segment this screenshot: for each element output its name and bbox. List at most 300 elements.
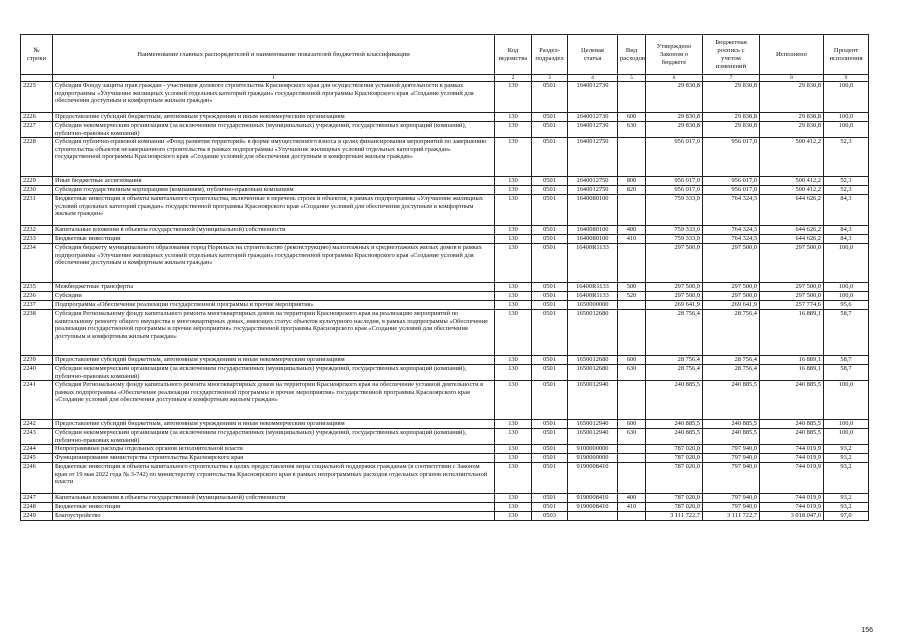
row-percent: 52,3: [824, 186, 869, 195]
row-department-code: 130: [495, 244, 532, 283]
budget-table: [20, 34, 869, 521]
row-expense-type: 600: [618, 356, 646, 365]
row-percent: 100,0: [824, 420, 869, 429]
row-number: 2247: [21, 494, 53, 503]
row-target-article: 1640012730: [568, 113, 618, 122]
table-row: [21, 244, 869, 283]
row-executed-amount: 3 018 047,0: [760, 512, 824, 521]
row-target-article: 1640080100: [568, 226, 618, 235]
table-body: [21, 82, 869, 521]
row-executed-amount: 644 626,2: [760, 195, 824, 226]
row-target-article: 1650012680: [568, 356, 618, 365]
row-section: 0501: [532, 365, 568, 381]
row-section: 0501: [532, 82, 568, 113]
row-percent: 52,3: [824, 138, 869, 177]
row-number: 2236: [21, 292, 53, 301]
row-expense-type: 630: [618, 122, 646, 138]
row-department-code: 130: [495, 454, 532, 463]
row-number: 2232: [21, 226, 53, 235]
header-name: Наименование главных распорядителей и наименование показателей бюджетной классификации: [53, 35, 495, 75]
row-name: Бюджетные инвестиции в объекты капитального строительства в целях предоставления меры социальной поддержки гражданам (в соответствии с Законом края от 19 мая 2022 года № 3-742) по министерству строительства Красноярского края в рамках непрограммных расходов отдельных органов исполнительной власти: [53, 463, 495, 494]
row-percent: 93,2: [824, 494, 869, 503]
row-section: 0501: [532, 226, 568, 235]
column-number: 1: [53, 75, 495, 82]
row-target-article: 1640080100: [568, 195, 618, 226]
row-schedule-amount: 28 756,4: [703, 310, 760, 356]
row-schedule-amount: 797 940,0: [703, 463, 760, 494]
row-percent: 84,3: [824, 226, 869, 235]
row-name: Субсидия бюджету муниципального образования город Норильск на строительство (реконструкцию) малоэтажных и среднеэтажных жилых домов в рамках подпрограммы «Улучшение жилищных условий отдельных категорий граждан» государственной программы Красноярского края «Создание условий для обеспечения доступным и комфортным жильем граждан»: [53, 244, 495, 283]
table-row: [21, 301, 869, 310]
row-expense-type: [618, 310, 646, 356]
row-target-article: 9100000000: [568, 445, 618, 454]
row-approved-amount: 240 885,5: [646, 420, 703, 429]
row-number: 2238: [21, 310, 53, 356]
row-executed-amount: 297 500,0: [760, 283, 824, 292]
row-number: 2245: [21, 454, 53, 463]
table-row: [21, 82, 869, 113]
row-executed-amount: 500 412,2: [760, 186, 824, 195]
row-percent: 100,0: [824, 292, 869, 301]
column-number: 4: [568, 75, 618, 82]
row-name: Непрограммные расходы отдельных органов исполнительной власти: [53, 445, 495, 454]
row-percent: 58,7: [824, 365, 869, 381]
row-schedule-amount: 764 324,3: [703, 195, 760, 226]
row-number: 2240: [21, 365, 53, 381]
row-percent: 93,2: [824, 454, 869, 463]
column-number: 7: [703, 75, 760, 82]
row-target-article: 9190000000: [568, 454, 618, 463]
row-percent: 100,0: [824, 283, 869, 292]
row-section: 0501: [532, 420, 568, 429]
row-name: Подпрограмма «Обеспечение реализации государственной программы и прочие мероприятия»: [53, 301, 495, 310]
row-number: 2246: [21, 463, 53, 494]
row-department-code: 130: [495, 503, 532, 512]
row-target-article: 1640080100: [568, 235, 618, 244]
row-section: 0501: [532, 356, 568, 365]
row-schedule-amount: 297 500,0: [703, 292, 760, 301]
row-department-code: 130: [495, 226, 532, 235]
table-row: [21, 445, 869, 454]
row-schedule-amount: 297 500,0: [703, 283, 760, 292]
row-executed-amount: 744 019,9: [760, 494, 824, 503]
row-approved-amount: 956 017,0: [646, 138, 703, 177]
row-percent: 100,0: [824, 381, 869, 420]
row-schedule-amount: 797 940,0: [703, 503, 760, 512]
row-percent: 100,0: [824, 122, 869, 138]
row-section: 0501: [532, 503, 568, 512]
row-target-article: 1640012730: [568, 82, 618, 113]
row-expense-type: [618, 301, 646, 310]
row-schedule-amount: 29 830,8: [703, 82, 760, 113]
row-target-article: 9190008410: [568, 503, 618, 512]
table-row: [21, 365, 869, 381]
row-target-article: 1650012940: [568, 429, 618, 445]
header-executed: Исполнено: [760, 35, 824, 75]
row-department-code: 130: [495, 177, 532, 186]
row-section: 0501: [532, 429, 568, 445]
row-target-article: 1650012680: [568, 365, 618, 381]
row-expense-type: [618, 381, 646, 420]
table-row: [21, 463, 869, 494]
row-schedule-amount: 956 017,0: [703, 138, 760, 177]
row-name: Предоставление субсидий бюджетным, автономным учреждениям и иным некоммерческим организациям: [53, 113, 495, 122]
row-percent: 97,0: [824, 512, 869, 521]
row-number: 2235: [21, 283, 53, 292]
row-department-code: 130: [495, 356, 532, 365]
row-schedule-amount: 29 830,8: [703, 113, 760, 122]
row-number: 2234: [21, 244, 53, 283]
row-name: Предоставление субсидий бюджетным, автономным учреждениям и иным некоммерческим организациям: [53, 420, 495, 429]
row-executed-amount: 744 019,9: [760, 463, 824, 494]
row-expense-type: 400: [618, 226, 646, 235]
row-approved-amount: 787 020,0: [646, 454, 703, 463]
row-section: 0501: [532, 494, 568, 503]
row-percent: 100,0: [824, 244, 869, 283]
row-expense-type: 600: [618, 420, 646, 429]
column-number: 3: [532, 75, 568, 82]
row-percent: 100,0: [824, 113, 869, 122]
row-department-code: 130: [495, 301, 532, 310]
row-approved-amount: 956 017,0: [646, 177, 703, 186]
row-section: 0501: [532, 381, 568, 420]
header-approved: Утверждено Законом о бюджете: [646, 35, 703, 75]
table-row: [21, 512, 869, 521]
row-number: 2243: [21, 429, 53, 445]
row-executed-amount: 29 830,8: [760, 82, 824, 113]
row-section: 0501: [532, 445, 568, 454]
table-row: [21, 283, 869, 292]
row-number: 2242: [21, 420, 53, 429]
row-department-code: 130: [495, 113, 532, 122]
row-expense-type: [618, 445, 646, 454]
row-department-code: 130: [495, 283, 532, 292]
row-executed-amount: 644 626,2: [760, 226, 824, 235]
row-number: 2249: [21, 512, 53, 521]
row-schedule-amount: 764 324,3: [703, 235, 760, 244]
row-approved-amount: 29 830,8: [646, 113, 703, 122]
row-department-code: 130: [495, 122, 532, 138]
row-percent: 95,6: [824, 301, 869, 310]
table-row: [21, 356, 869, 365]
row-number: 2226: [21, 113, 53, 122]
row-executed-amount: 744 019,9: [760, 454, 824, 463]
row-department-code: 130: [495, 365, 532, 381]
row-department-code: 130: [495, 445, 532, 454]
row-section: 0501: [532, 235, 568, 244]
row-expense-type: 410: [618, 503, 646, 512]
row-approved-amount: 787 020,0: [646, 463, 703, 494]
column-number: 2: [495, 75, 532, 82]
row-department-code: 130: [495, 420, 532, 429]
row-approved-amount: 240 885,5: [646, 429, 703, 445]
row-section: 0501: [532, 195, 568, 226]
row-name: Бюджетные инвестиции: [53, 503, 495, 512]
row-name: Функционирование министерства строительства Красноярского края: [53, 454, 495, 463]
row-department-code: 130: [495, 463, 532, 494]
header-type: Вид расходов: [618, 35, 646, 75]
row-section: 0501: [532, 454, 568, 463]
row-department-code: 130: [495, 235, 532, 244]
row-department-code: 130: [495, 292, 532, 301]
table-row: [21, 454, 869, 463]
row-expense-type: [618, 454, 646, 463]
row-target-article: 1640012750: [568, 138, 618, 177]
column-number-row: [21, 75, 869, 82]
table-row: [21, 420, 869, 429]
row-percent: 100,0: [824, 429, 869, 445]
row-executed-amount: 16 889,1: [760, 356, 824, 365]
row-name: Субсидии некоммерческим организациям (за исключением государственных (муниципальных) учреждений, государственных корпораций (компаний), публично-правовых компаний): [53, 365, 495, 381]
row-department-code: 130: [495, 429, 532, 445]
row-approved-amount: 28 756,4: [646, 310, 703, 356]
row-executed-amount: 297 500,0: [760, 244, 824, 283]
row-schedule-amount: 3 111 722,7: [703, 512, 760, 521]
row-schedule-amount: 956 017,0: [703, 186, 760, 195]
column-number: 5: [618, 75, 646, 82]
row-number: 2244: [21, 445, 53, 454]
row-section: 0501: [532, 113, 568, 122]
table-row: [21, 381, 869, 420]
row-name: Капитальные вложения в объекты государственной (муниципальной) собственности: [53, 226, 495, 235]
row-executed-amount: 16 889,1: [760, 310, 824, 356]
row-department-code: 130: [495, 310, 532, 356]
row-name: Межбюджетные трансферты: [53, 283, 495, 292]
row-schedule-amount: 240 885,5: [703, 429, 760, 445]
row-executed-amount: 16 889,1: [760, 365, 824, 381]
row-name: Субсидии некоммерческим организациям (за исключением государственных (муниципальных) учреждений, государственных корпораций (компаний), публично-правовых компаний): [53, 429, 495, 445]
row-department-code: 130: [495, 82, 532, 113]
row-number: 2231: [21, 195, 53, 226]
row-name: Бюджетные инвестиции в объекты капитального строительства, включенные в перечень строек и объектов, в рамках подпрограммы «Улучшение жилищных условий отдельных категорий граждан» государственной программы Красноярского края «Создание условий для обеспечения доступным и комфортным жильем граждан»: [53, 195, 495, 226]
row-name: Субсидия Региональному фонду капитального ремонта многоквартирных домов на территории Красноярского края на обеспечение уставной деятельности в рамках подпрограммы «Обеспечение реализации государственной программы и прочие мероприятия» государственной программы Красноярского края «Создание условий для обеспечения доступным и комфортным жильем граждан»: [53, 381, 495, 420]
row-schedule-amount: 797 940,0: [703, 445, 760, 454]
row-expense-type: [618, 244, 646, 283]
row-schedule-amount: 28 756,4: [703, 356, 760, 365]
row-approved-amount: 787 020,0: [646, 503, 703, 512]
row-approved-amount: 759 333,0: [646, 195, 703, 226]
row-section: 0501: [532, 186, 568, 195]
table-row: [21, 235, 869, 244]
row-schedule-amount: 240 885,5: [703, 381, 760, 420]
row-schedule-amount: 797 940,0: [703, 494, 760, 503]
table-row: [21, 138, 869, 177]
row-name: Субсидия Фонду защиты прав граждан - участников долевого строительства Красноярского края для осуществления уставной деятельности в рамках подпрограммы «Улучшение жилищных условий отдельных категорий граждан» государственной программы Красноярского края «Создание условий для обеспечения доступным и комфортным жильем граждан»: [53, 82, 495, 113]
row-target-article: 1640012750: [568, 177, 618, 186]
row-expense-type: [618, 512, 646, 521]
row-percent: 100,0: [824, 82, 869, 113]
row-approved-amount: 269 641,9: [646, 301, 703, 310]
row-number: 2227: [21, 122, 53, 138]
row-expense-type: 500: [618, 283, 646, 292]
table-row: [21, 292, 869, 301]
header-schedule: Бюджетная роспись с учетом изменений: [703, 35, 760, 75]
row-percent: 93,2: [824, 503, 869, 512]
column-number: 9: [824, 75, 869, 82]
row-approved-amount: 297 500,0: [646, 283, 703, 292]
row-approved-amount: 956 017,0: [646, 186, 703, 195]
table-row: [21, 195, 869, 226]
row-executed-amount: 744 019,9: [760, 445, 824, 454]
row-expense-type: 630: [618, 429, 646, 445]
row-percent: 52,3: [824, 177, 869, 186]
row-schedule-amount: 297 500,0: [703, 244, 760, 283]
row-percent: 93,2: [824, 463, 869, 494]
row-section: 0503: [532, 512, 568, 521]
row-percent: 84,3: [824, 235, 869, 244]
row-schedule-amount: 764 324,3: [703, 226, 760, 235]
row-number: 2229: [21, 177, 53, 186]
row-executed-amount: 297 500,0: [760, 292, 824, 301]
row-target-article: 1650012680: [568, 310, 618, 356]
row-schedule-amount: 29 830,8: [703, 122, 760, 138]
row-target-article: 1650012940: [568, 420, 618, 429]
table-row: [21, 122, 869, 138]
header-row-no: № строки: [21, 35, 53, 75]
row-department-code: 130: [495, 195, 532, 226]
row-executed-amount: 257 774,6: [760, 301, 824, 310]
row-target-article: 1650012940: [568, 381, 618, 420]
row-approved-amount: 787 020,0: [646, 445, 703, 454]
row-section: 0501: [532, 122, 568, 138]
table-row: [21, 503, 869, 512]
page-number: 156: [861, 627, 873, 634]
row-target-article: 1640012750: [568, 186, 618, 195]
row-number: 2241: [21, 381, 53, 420]
row-number: 2225: [21, 82, 53, 113]
row-name: Субсидии некоммерческим организациям (за исключением государственных (муниципальных) учреждений, государственных корпораций (компаний), публично-правовых компаний): [53, 122, 495, 138]
header-section: Раздел- подраздел: [532, 35, 568, 75]
row-expense-type: 520: [618, 292, 646, 301]
row-expense-type: [618, 82, 646, 113]
row-approved-amount: 28 756,4: [646, 356, 703, 365]
row-approved-amount: 240 885,5: [646, 381, 703, 420]
row-expense-type: [618, 138, 646, 177]
header-article: Целевая статья: [568, 35, 618, 75]
row-executed-amount: 744 019,9: [760, 503, 824, 512]
row-department-code: 130: [495, 494, 532, 503]
row-expense-type: 800: [618, 177, 646, 186]
row-name: Предоставление субсидий бюджетным, автономным учреждениям и иным некоммерческим организациям: [53, 356, 495, 365]
row-name: Капитальные вложения в объекты государственной (муниципальной) собственности: [53, 494, 495, 503]
row-name: Субсидия Региональному фонду капитального ремонта многоквартирных домов на территории Красноярского края на реализацию мероприятий по капитальному ремонту общего имущества в многоквартирных домах, имеющих статус объектов культурного наследия, в рамках подпрограммы «Обеспечение реализации государственной программы и прочие мероприятия» государственной программы Красноярского края «Создание условий для обеспечения доступным и комфортным жильем граждан»: [53, 310, 495, 356]
row-name: Бюджетные инвестиции: [53, 235, 495, 244]
row-department-code: 130: [495, 186, 532, 195]
table-row: [21, 226, 869, 235]
column-number: 6: [646, 75, 703, 82]
table-row: [21, 310, 869, 356]
row-name: Субсидии государственным корпорациям (компаниям), публично-правовым компаниям: [53, 186, 495, 195]
table-row: [21, 113, 869, 122]
row-section: 0501: [532, 283, 568, 292]
row-executed-amount: 240 885,5: [760, 381, 824, 420]
row-percent: 58,7: [824, 356, 869, 365]
row-department-code: 130: [495, 381, 532, 420]
row-target-article: 16400R1133: [568, 283, 618, 292]
row-executed-amount: 29 830,8: [760, 113, 824, 122]
row-executed-amount: 644 626,2: [760, 235, 824, 244]
row-name: Субсидия публично-правовой компании «Фонд развития территорий» в форме имущественного взноса в целях финансирования мероприятий по завершению строительства объектов незавершенного строительства в рамках подпрограммы «Улучшение жилищных условий отдельных категорий граждан» государственной программы Красноярского края «Создание условий для обеспечения доступным и комфортным жильем граждан»: [53, 138, 495, 177]
row-approved-amount: 297 500,0: [646, 292, 703, 301]
row-department-code: 130: [495, 138, 532, 177]
row-number: 2237: [21, 301, 53, 310]
row-number: 2233: [21, 235, 53, 244]
row-expense-type: 630: [618, 365, 646, 381]
row-number: 2228: [21, 138, 53, 177]
row-schedule-amount: 28 756,4: [703, 365, 760, 381]
row-approved-amount: 29 830,8: [646, 122, 703, 138]
row-approved-amount: 28 756,4: [646, 365, 703, 381]
row-department-code: 130: [495, 512, 532, 521]
row-section: 0501: [532, 292, 568, 301]
row-section: 0501: [532, 244, 568, 283]
column-number: [21, 75, 53, 82]
row-executed-amount: 500 412,2: [760, 177, 824, 186]
row-approved-amount: 759 333,0: [646, 226, 703, 235]
table-header: [21, 35, 869, 82]
row-target-article: 9190008410: [568, 494, 618, 503]
row-section: 0501: [532, 177, 568, 186]
row-executed-amount: 29 830,8: [760, 122, 824, 138]
table-row: [21, 429, 869, 445]
row-executed-amount: 240 885,5: [760, 420, 824, 429]
row-expense-type: 410: [618, 235, 646, 244]
row-executed-amount: 500 412,2: [760, 138, 824, 177]
row-schedule-amount: 269 641,9: [703, 301, 760, 310]
header-code: Код ведомства: [495, 35, 532, 75]
row-expense-type: [618, 195, 646, 226]
row-percent: 93,2: [824, 445, 869, 454]
row-expense-type: 820: [618, 186, 646, 195]
row-approved-amount: 759 333,0: [646, 235, 703, 244]
row-expense-type: [618, 463, 646, 494]
row-target-article: [568, 512, 618, 521]
row-schedule-amount: 797 940,0: [703, 454, 760, 463]
row-number: 2248: [21, 503, 53, 512]
row-expense-type: 400: [618, 494, 646, 503]
row-name: Субсидии: [53, 292, 495, 301]
row-number: 2239: [21, 356, 53, 365]
row-target-article: 9190008410: [568, 463, 618, 494]
row-approved-amount: 297 500,0: [646, 244, 703, 283]
row-section: 0501: [532, 301, 568, 310]
row-percent: 84,3: [824, 195, 869, 226]
row-target-article: 1640012730: [568, 122, 618, 138]
column-number: 8: [760, 75, 824, 82]
row-expense-type: 600: [618, 113, 646, 122]
row-target-article: 16400R1133: [568, 244, 618, 283]
row-name: Иные бюджетные ассигнования: [53, 177, 495, 186]
row-percent: 58,7: [824, 310, 869, 356]
row-target-article: 16400R1133: [568, 292, 618, 301]
row-approved-amount: 29 830,8: [646, 82, 703, 113]
row-section: 0501: [532, 310, 568, 356]
row-approved-amount: 787 020,0: [646, 494, 703, 503]
row-number: 2230: [21, 186, 53, 195]
row-section: 0501: [532, 463, 568, 494]
table-row: [21, 494, 869, 503]
row-schedule-amount: 956 017,0: [703, 177, 760, 186]
table-row: [21, 177, 869, 186]
row-section: 0501: [532, 138, 568, 177]
row-executed-amount: 240 885,5: [760, 429, 824, 445]
row-name: Благоустройство: [53, 512, 495, 521]
row-schedule-amount: 240 885,5: [703, 420, 760, 429]
table-row: [21, 186, 869, 195]
row-approved-amount: 3 111 722,7: [646, 512, 703, 521]
row-target-article: 1650000000: [568, 301, 618, 310]
header-percent: Процент исполнения: [824, 35, 869, 75]
